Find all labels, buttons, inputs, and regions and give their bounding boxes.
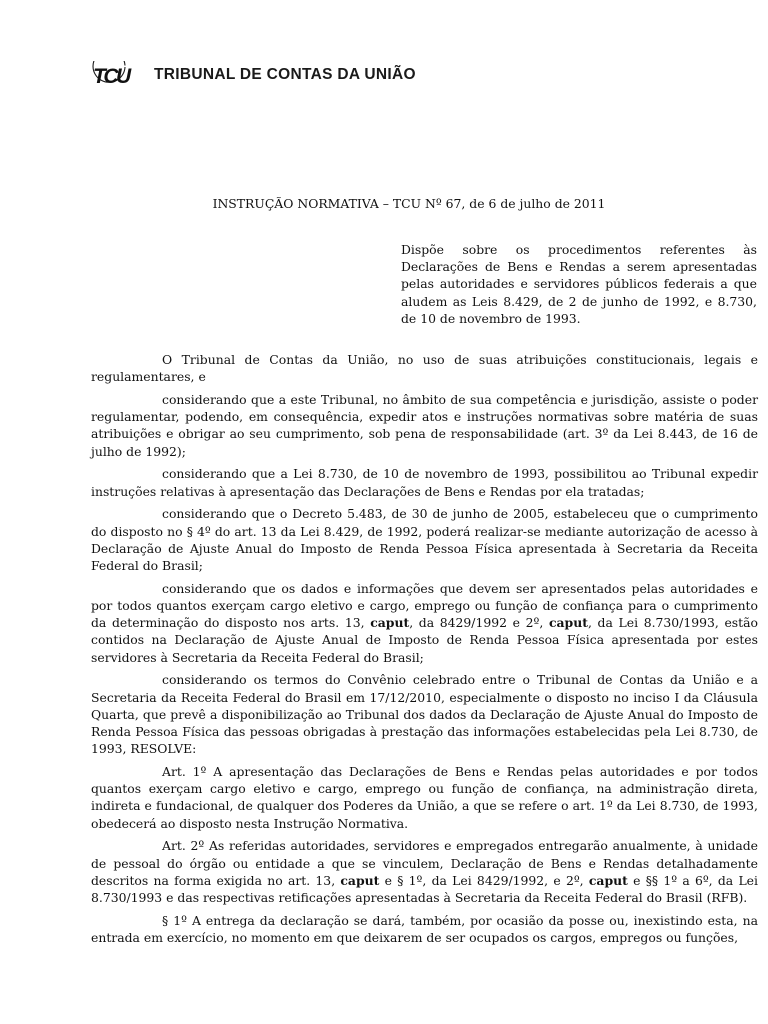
document-title: INSTRUÇÃO NORMATIVA – TCU Nº 67, de 6 de julho de 2011: [212, 196, 606, 211]
body-paragraph: [91, 465, 758, 499]
body-paragraph: [91, 505, 758, 574]
ementa: Dispõe sobre os procedimentos referentes às Declarações de Bens e Rendas a serem apresentadas pelas autoridades e servidores públicos federais a que aludem as Leis 8.429, de 2 de junho de 1992, e 8.730, de 10 de novembro de 1993.: [401, 242, 757, 326]
body-paragraph: [91, 837, 758, 906]
letterhead: [92, 60, 416, 90]
bold-term: caput: [340, 872, 380, 888]
document-body: [91, 351, 758, 952]
text-run: considerando os termos do Convênio celebrado entre o Tribunal de Contas da União e a Secretaria da Receita Federal do Brasil em 17/12/2010, especialmente o disposto no inciso I da Cláusula Quarta, que prevê a disponibilização ao Tribunal dos dados da Declaração de Ajuste Anual do Imposto de Renda Pessoa Física das pessoas obrigadas à prestação das informações estabelecidas pela Lei 8.730, de 1993, RESOLVE:: [91, 672, 758, 757]
text-run: Art. 2º As referidas autoridades, servidores e empregados entregarão anualmente, à unidade de pessoal do órgão ou entidade a que se vinculem, Declaração de Bens e Rendas detalhadamente descritos na forma exigida no art. 13,: [91, 838, 758, 888]
bold-term: caput: [588, 872, 628, 888]
body-paragraph: [91, 763, 758, 832]
logo-text: TCU: [93, 65, 129, 88]
body-paragraph: [91, 580, 758, 666]
text-run: e §§ 1º a 6º, da Lei 8.730/1993 e das respectivas retificações apresentadas à Secretaria da Receita Federal do Brasil (RFB).: [91, 872, 758, 906]
text-run: , da 8429/1992 e 2º,: [409, 615, 549, 631]
text-run: considerando que os dados e informações que devem ser apresentados pelas autoridades e por todos quantos exerçam cargo eletivo e cargo, emprego ou função de confiança para o cumprimento da determinação do disposto nos arts. 13,: [91, 580, 758, 631]
body-paragraph: [91, 391, 758, 460]
text-run: considerando que a Lei 8.730, de 10 de novembro de 1993, possibilitou ao Tribunal expedir instruções relativas à apresentação das Declarações de Bens e Rendas por ela tratadas;: [91, 466, 758, 499]
body-paragraph: [91, 912, 758, 946]
text-run: O Tribunal de Contas da União, no uso de suas atribuições constitucionais, legais e regulamentares, e: [91, 352, 758, 385]
bold-term: caput: [370, 615, 410, 631]
text-run: considerando que a este Tribunal, no âmbito de sua competência e jurisdição, assiste o poder regulamentar, podendo, em consequência, expedir atos e instruções normativas sobre matéria de suas atribuições e obrigar ao seu cumprimento, sob pena de responsabilidade (art. 3º da Lei 8.443, de 16 de julho de 1992);: [91, 392, 758, 459]
text-run: Art. 1º A apresentação das Declarações de Bens e Rendas pelas autoridades e por todos quantos exerçam cargo eletivo e cargo, emprego ou função de confiança, na administração direta, indireta e fundacional, de qualquer dos Poderes da União, a que se refere o art. 1º da Lei 8.730, de 1993, obedecerá ao disposto nesta Instrução Normativa.: [91, 764, 758, 831]
body-paragraph: [91, 671, 758, 757]
text-run: considerando que o Decreto 5.483, de 30 de junho de 2005, estabeleceu que o cumprimento do disposto no § 4º do art. 13 da Lei 8.429, de 1992, poderá realizar-se mediante autorização de acesso à Declaração de Ajuste Anual do Imposto de Renda Pessoa Física apresentada à Secretaria da Receita Federal do Brasil;: [91, 506, 758, 574]
bold-term: caput: [548, 615, 588, 631]
text-run: , da Lei 8.730/1993, estão contidos na Declaração de Ajuste Anual de Imposto de Renda Pessoa Física apresentada por estes servidores à Secretaria da Receita Federal do Brasil;: [91, 615, 758, 665]
tcu-logo: [92, 61, 148, 89]
body-paragraph: [91, 351, 758, 385]
organization-name: TRIBUNAL DE CONTAS DA UNIÃO: [154, 66, 416, 83]
text-run: e § 1º, da Lei 8429/1992, e 2º,: [379, 872, 589, 888]
text-run: § 1º A entrega da declaração se dará, também, por ocasião da posse ou, inexistindo esta, na entrada em exercício, no momento em que deixarem de ser ocupados os cargos, empregos ou funções,: [91, 912, 758, 946]
